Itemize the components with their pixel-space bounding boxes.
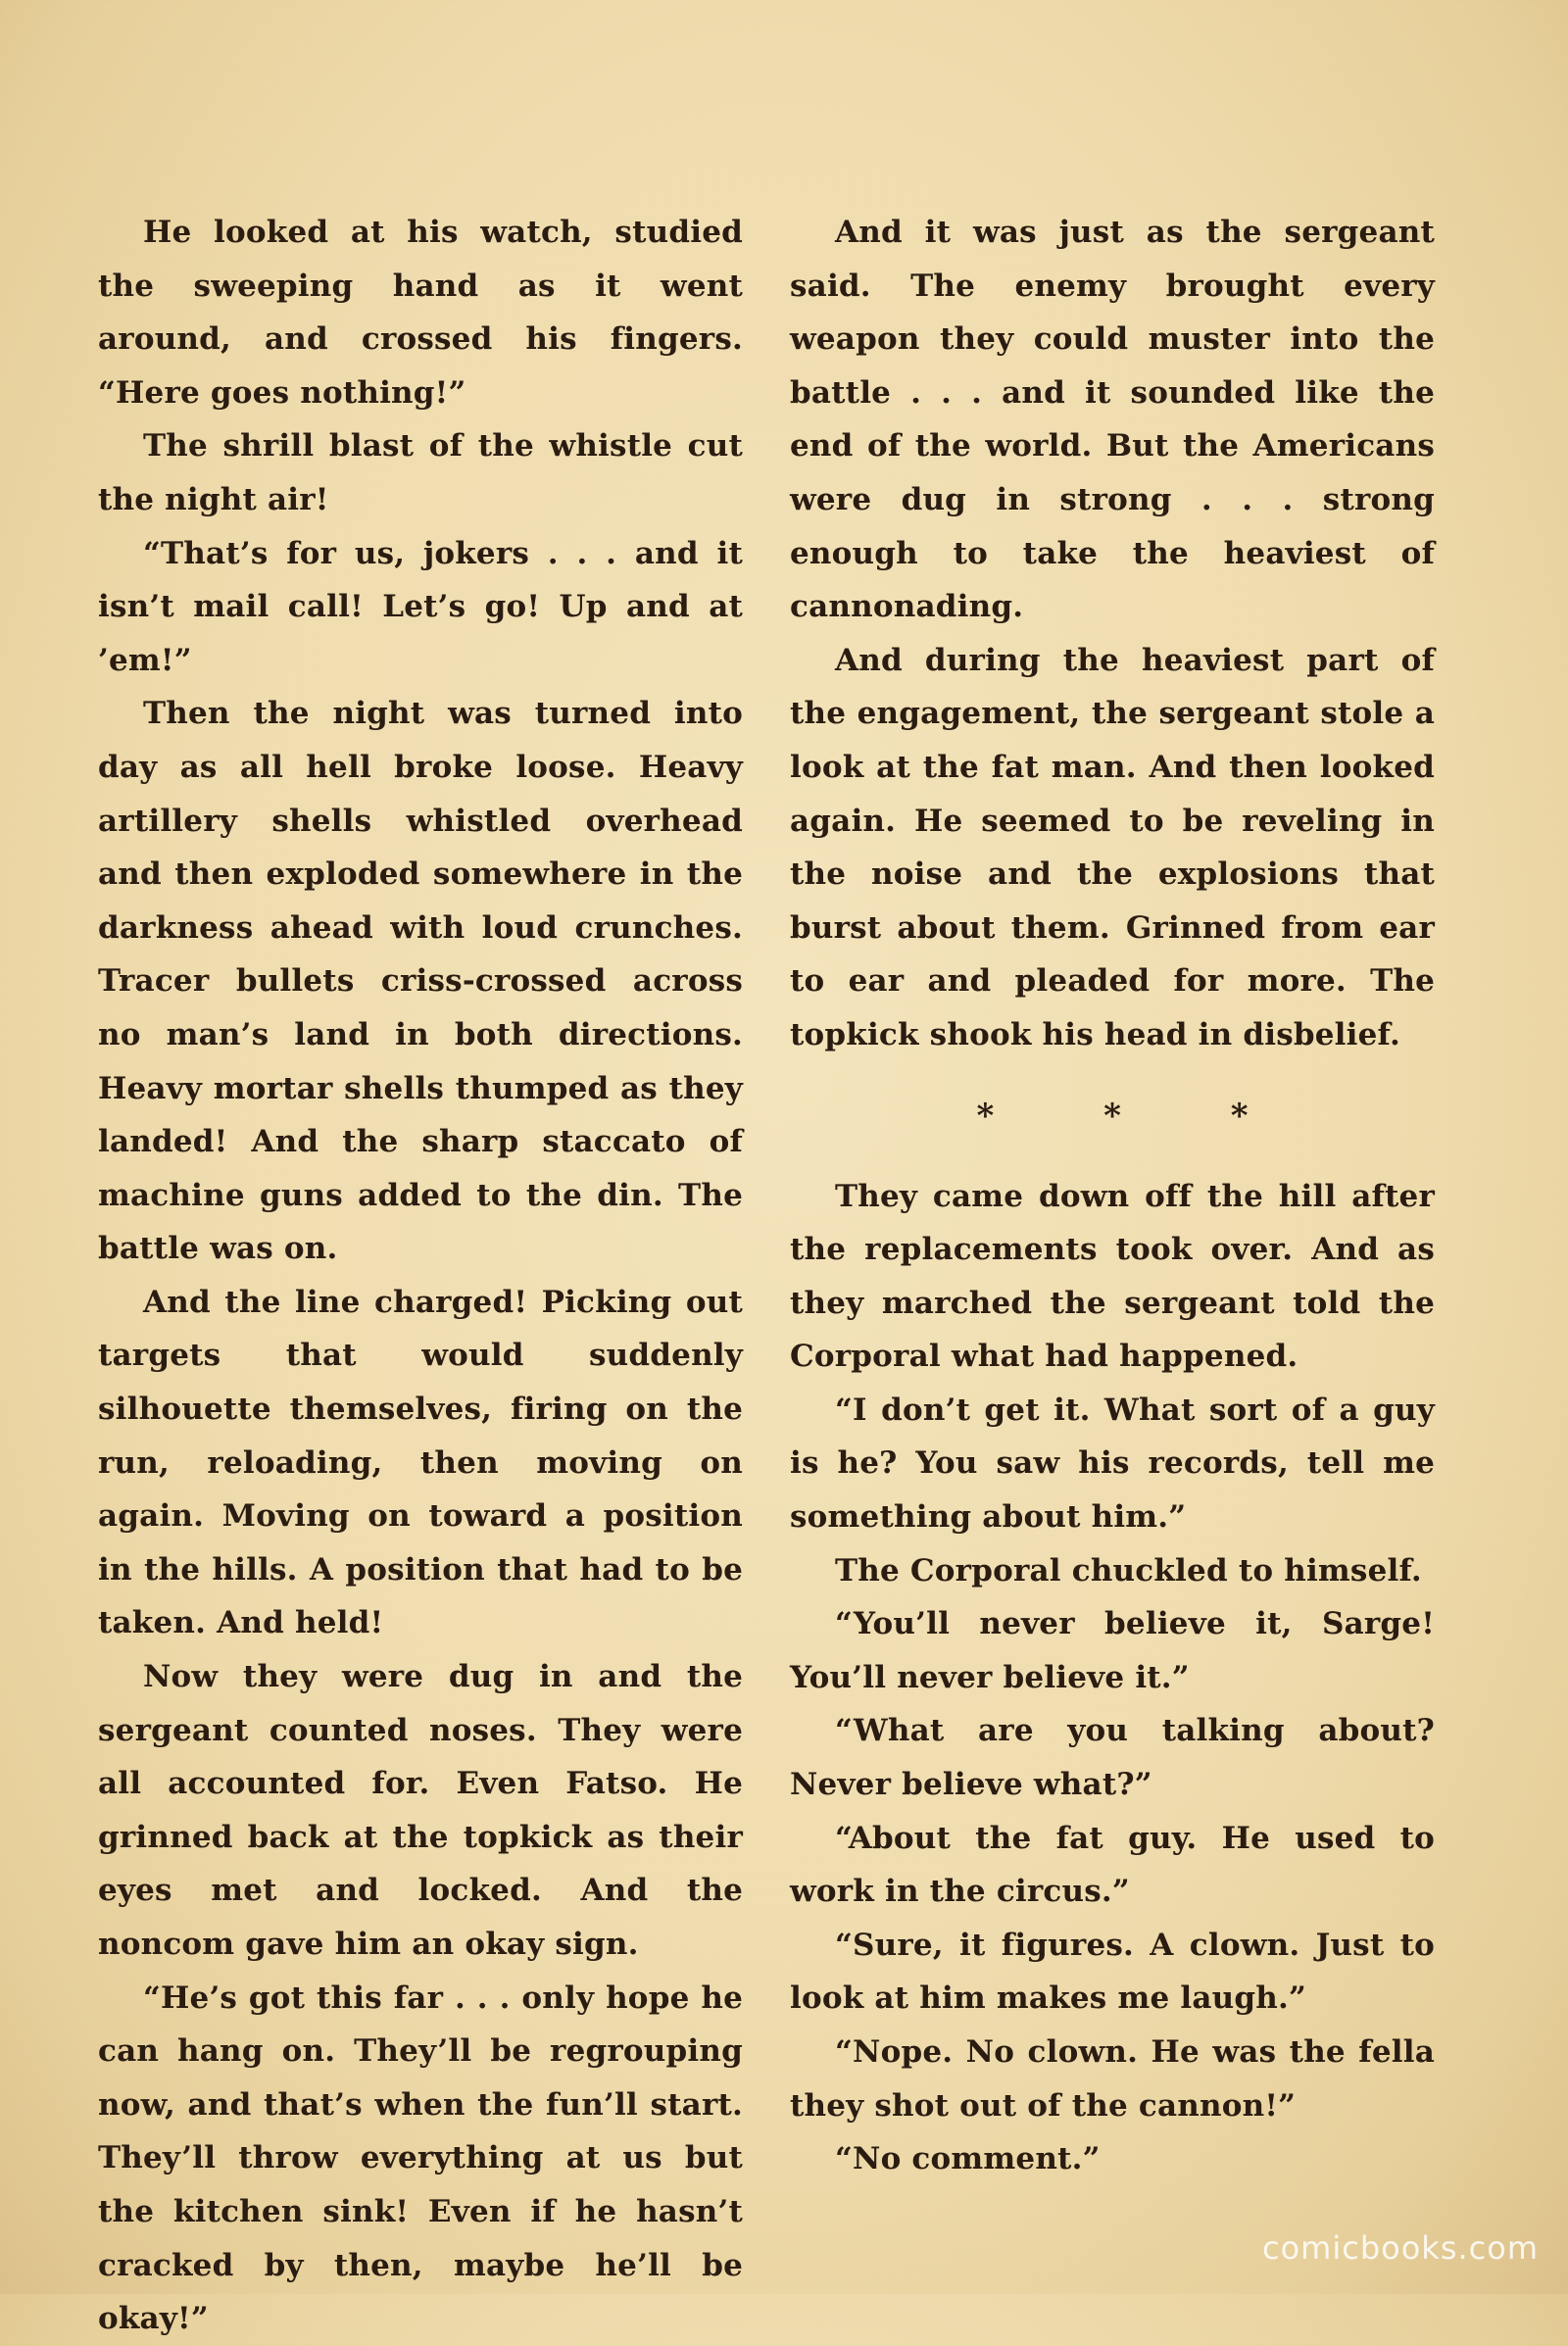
story-paragraph: Then the night was turned into day as all hell broke loose. Heavy artillery shells whistled overhead and then exploded somewhere in the darkness ahead with loud crunches. Tracer bullets criss-crossed across no man’s land in both directions. Heavy mortar shells thumped as they landed! And the sharp staccato of machine guns added to the din. The battle was on.: [98, 696, 743, 1267]
story-paragraph: “No comment.”: [835, 2141, 1101, 2177]
story-paragraph: Now they were dug in and the sergeant counted noses. They were all accounted for. Even Fatso. He grinned back at the topkick as their eyes met and locked. And the noncom gave him an okay sign.: [98, 1659, 743, 1962]
story-paragraph: And it was just as the sergeant said. The enemy brought every weapon they could muster into the battle . . . and it sounded like the end of the world. But the Americans were dug in strong . . . strong enough to take the heaviest of cannonading.: [790, 215, 1435, 625]
story-paragraph: And during the heaviest part of the engagement, the sergeant stole a look at the fat man. And then looked again. He seemed to be reveling in the noise and the explosions that burst about them. Grinned from ear to ear and pleaded for more. The topkick shook his head in disbelief.: [790, 642, 1435, 1052]
story-paragraph: The shrill blast of the whistle cut the night air!: [98, 428, 743, 517]
story-paragraph: “He’s got this far . . . only hope he can hang on. They’ll be regrouping now, and that’s when the fun’ll start. They’ll throw everything at us but the kitchen sink! Even if he hasn’t cracked by then, maybe he’ll be okay!”: [98, 1979, 743, 2337]
left-column: [98, 206, 743, 2346]
story-paragraph: He looked at his watch, studied the sweeping hand as it went around, and crossed his fingers. “Here goes nothing!”: [98, 215, 743, 411]
story-paragraph: “What are you talking about? Never believe what?”: [790, 1713, 1435, 1803]
story-paragraph: “Sure, it figures. A clown. Just to look at him makes me laugh.”: [790, 1927, 1435, 2017]
story-paragraph: “Nope. No clown. He was the fella they shot out of the cannon!”: [790, 2034, 1435, 2124]
right-column: [790, 206, 1435, 2186]
story-paragraph: “That’s for us, jokers . . . and it isn’t mail call! Let’s go! Up and at ’em!”: [98, 535, 743, 678]
site-watermark: comicbooks.com: [1261, 2229, 1539, 2267]
story-paragraph: “You’ll never believe it, Sarge! You’ll never believe it.”: [790, 1606, 1435, 1695]
story-paragraph: They came down off the hill after the replacements took over. And as they marched the sergeant told the Corporal what had happened.: [790, 1178, 1435, 1375]
section-break: * * *: [976, 1096, 1298, 1136]
story-paragraph: “I don’t get it. What sort of a guy is he? You saw his records, tell me something about him.”: [790, 1392, 1435, 1536]
story-paragraph: The Corporal chuckled to himself.: [835, 1552, 1422, 1588]
story-paragraph: “About the fat guy. He used to work in the circus.”: [790, 1820, 1435, 1910]
story-paragraph: And the line charged! Picking out targets that would suddenly silhouette themselves, firing on the run, reloading, then moving on again. Moving on toward a position in the hills. A position that had to be taken. And held!: [98, 1284, 743, 1641]
